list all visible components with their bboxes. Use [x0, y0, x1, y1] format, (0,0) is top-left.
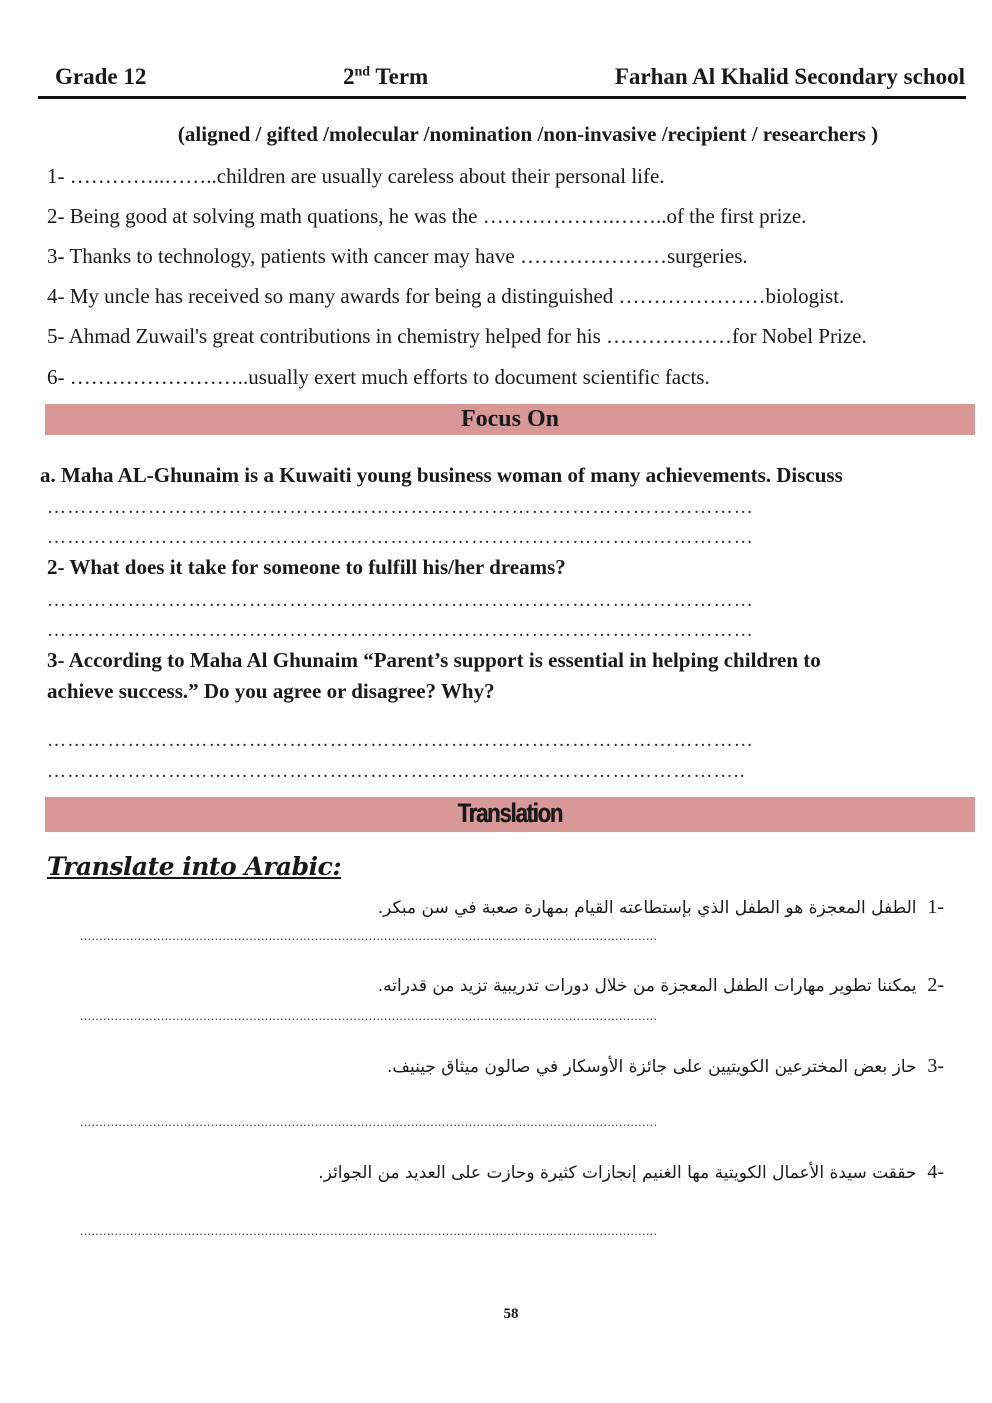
sentence-text: حاز بعض المخترعين الكويتيين على جائزة الأوسكار في صالون ميثاق جينيف.	[386, 1057, 917, 1077]
term-superscript: nd	[354, 64, 371, 80]
focus-question-a: a. Maha AL-Ghunaim is a Kuwaiti young business woman of many achievements. Discuss	[40, 463, 843, 487]
vocab-item-5: 5- Ahmad Zuwail's great contributions in chemistry helped for his ………………for Nobel Prize.	[47, 324, 867, 348]
grade-label: Grade 12	[55, 64, 147, 89]
translation-answer-line: ......................................................................................................................................................	[80, 1114, 658, 1129]
sentence-text: حققت سيدة الأعمال الكويتية مها الغنيم إنجازات كثيرة وحازت على العديد من الجوائز.	[318, 1163, 917, 1183]
sentence-number: -2	[927, 974, 944, 996]
word-bank: (aligned / gifted /molecular /nomination /non-invasive /recipient / researchers )	[177, 122, 879, 146]
translation-answer-line: ......................................................................................................................................................	[80, 928, 658, 943]
translation-title: Translation	[457, 798, 563, 828]
school-name: Farhan Al Khalid Secondary school	[614, 64, 965, 89]
answer-line: ……………………………………………………………………………………………	[47, 497, 754, 518]
answer-line: ……………………………………………………………………………………………	[47, 620, 754, 641]
sentence-number: -1	[927, 896, 944, 918]
translation-banner	[45, 797, 975, 832]
sentence-text: الطفل المعجزة هو الطفل الذي بإستطاعته القيام بمهارة صعبة في سن مبكر.	[377, 898, 917, 918]
term-word: Term	[370, 64, 429, 89]
vocab-item-2: 2- Being good at solving math quations, he was the ……………….……..of the first prize.	[47, 204, 807, 228]
vocab-item-4: 4- My uncle has received so many awards for being a distinguished …………………biologist.	[47, 284, 845, 308]
page-number: 58	[503, 1306, 519, 1322]
term-label	[343, 64, 428, 90]
translation-answer-line: ......................................................................................................................................................	[80, 1008, 658, 1023]
translation-answer-line: ......................................................................................................................................................	[80, 1223, 658, 1238]
vocab-item-1: 1- …………..……..children are usually careless about their personal life.	[47, 164, 665, 188]
focus-question-3-line1: 3- According to Maha Al Ghunaim “Parent’s support is essential in helping children to	[47, 648, 821, 672]
answer-line: ……………………………………………………………………………………………	[47, 590, 754, 611]
sentence-number: -3	[927, 1055, 944, 1077]
focus-question-2: 2- What does it take for someone to fulfill his/her dreams?	[47, 555, 566, 579]
sentence-number: -4	[927, 1161, 944, 1183]
focus-on-banner	[45, 404, 975, 435]
vocab-item-6: 6- ……………………..usually exert much efforts to document scientific facts.	[47, 365, 710, 389]
translate-heading: Translate into Arabic:	[47, 852, 342, 881]
answer-line: …………………………………………………………………………………………..	[47, 761, 746, 782]
arabic-sentence-1	[378, 896, 944, 919]
arabic-sentence-3	[387, 1055, 944, 1078]
focus-on-title: Focus On	[460, 406, 559, 432]
sentence-text: يمكننا تطوير مهارات الطفل المعجزة من خلال دورات تدريبية تزيد من قدراته.	[377, 976, 917, 996]
header-rule	[38, 96, 966, 99]
answer-line: ……………………………………………………………………………………………	[47, 527, 754, 548]
term-number: 2	[343, 64, 355, 89]
focus-question-3-line2: achieve success.” Do you agree or disagree? Why?	[47, 679, 495, 703]
vocab-item-3: 3- Thanks to technology, patients with cancer may have …………………surgeries.	[47, 244, 748, 268]
arabic-sentence-2	[378, 974, 944, 997]
answer-line: ……………………………………………………………………………………………	[47, 730, 754, 751]
arabic-sentence-4	[318, 1161, 944, 1184]
